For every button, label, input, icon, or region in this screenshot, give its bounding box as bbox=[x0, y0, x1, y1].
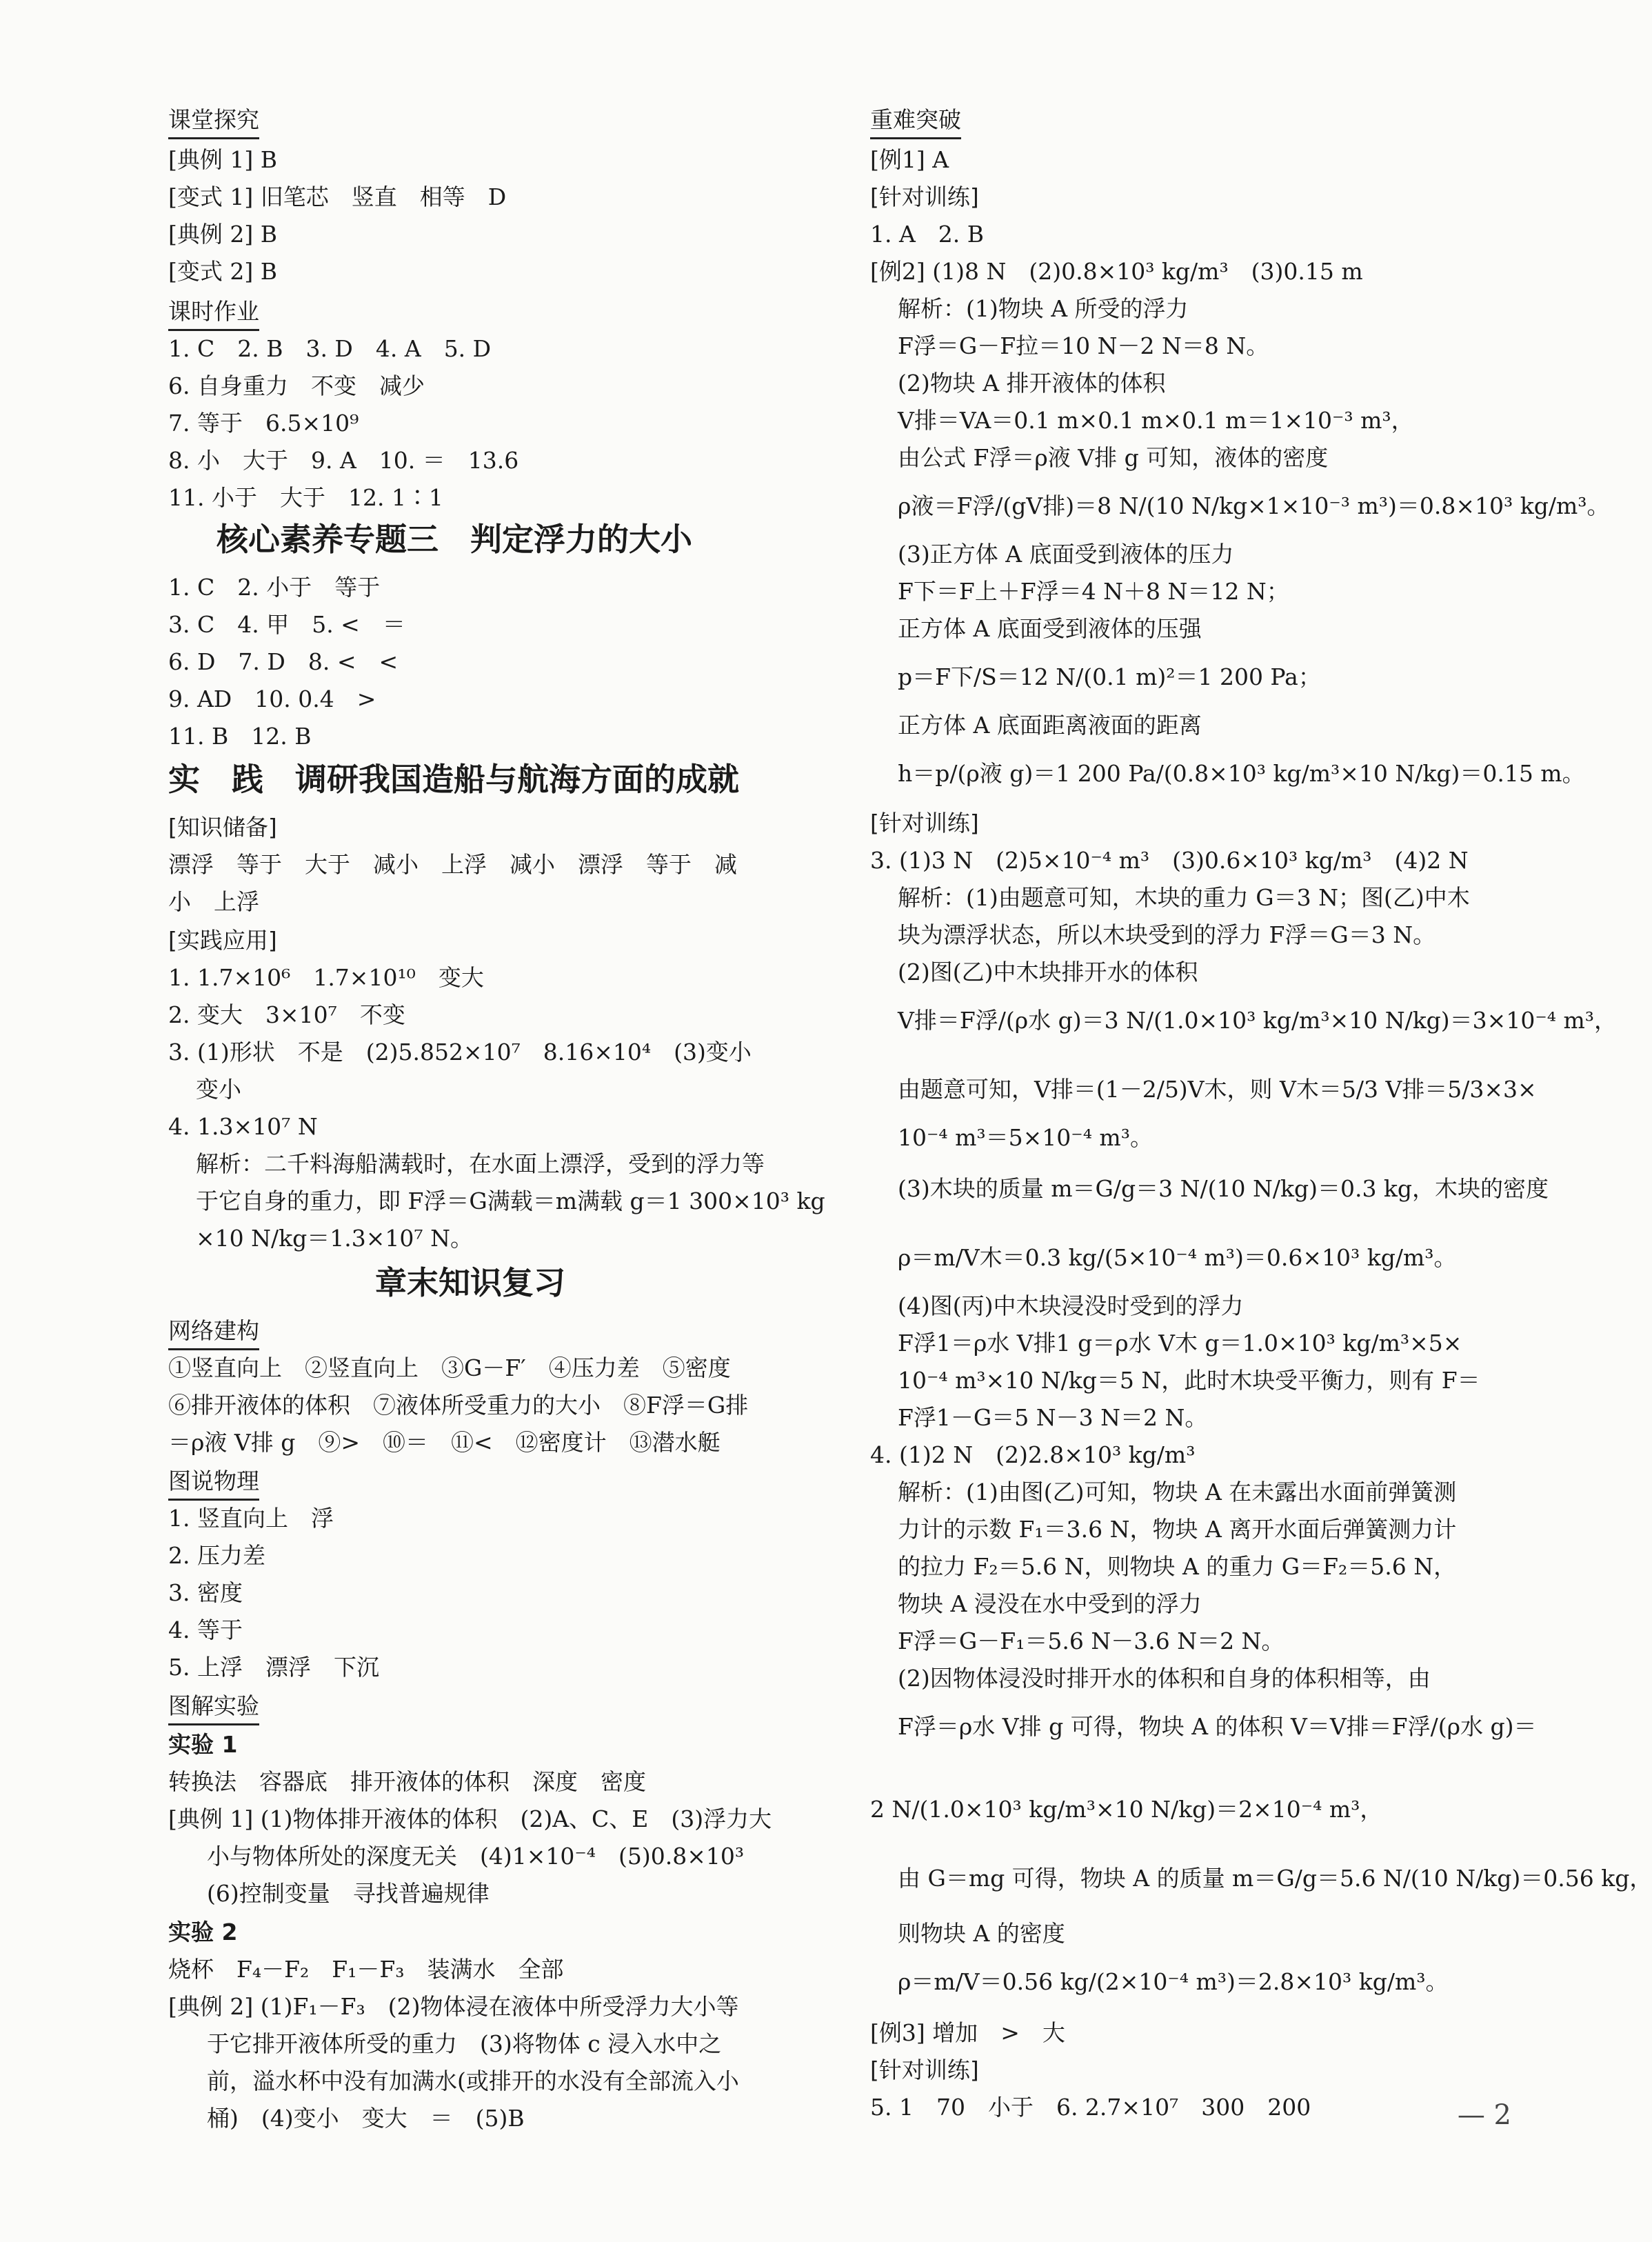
left-line-1: [典例 1] B bbox=[168, 146, 277, 173]
left-line-19: 漂浮 等于 大于 减小 上浮 减小 漂浮 等于 减 bbox=[168, 851, 737, 878]
left-line-30: 章末知识复习 bbox=[375, 1264, 565, 1301]
left-line-26: 4. 1.3×10⁷ N bbox=[168, 1113, 318, 1140]
left-line-46: (6)控制变量 寻找普遍规律 bbox=[207, 1880, 490, 1907]
left-line-22: 1. 1.7×10⁶ 1.7×10¹⁰ 变大 bbox=[168, 964, 484, 991]
left-line-17: 实 践 调研我国造船与航海方面的成就 bbox=[168, 761, 739, 798]
right-line-3: 1. A 2. B bbox=[870, 221, 985, 248]
left-line-8: 7. 等于 6.5×10⁹ bbox=[168, 410, 359, 437]
left-line-13: 3. C 4. 甲 5. < ＝ bbox=[168, 611, 405, 638]
right-line-9: 由公式 F浮＝ρ液 V排 g 可知，液体的密度 bbox=[898, 444, 1329, 471]
right-line-13: 正方体 A 底面受到液体的压强 bbox=[898, 615, 1202, 642]
right-line-38: F浮＝ρ水 V排 g 可得，物块 A 的体积 V＝V排＝F浮/(ρ水 g)＝ bbox=[898, 1713, 1537, 1740]
right-line-25: (3)木块的质量 m＝G/g＝3 N/(10 N/kg)＝0.3 kg，木块的密度 bbox=[898, 1175, 1549, 1202]
right-line-45: 5. 1 70 小于 6. 2.7×10⁷ 300 200 bbox=[870, 2094, 1311, 2121]
right-line-15: 正方体 A 底面距离液面的距离 bbox=[898, 712, 1202, 739]
left-line-51: 前，溢水杯中没有加满水(或排开的水没有全部流入小 bbox=[207, 2068, 739, 2094]
left-line-7: 6. 自身重力 不变 减少 bbox=[168, 372, 425, 399]
right-line-6: F浮＝G－F拉＝10 N－2 N＝8 N。 bbox=[898, 332, 1269, 359]
right-line-18: 3. (1)3 N (2)5×10⁻⁴ m³ (3)0.6×10³ kg/m³ (4)2 N bbox=[870, 847, 1469, 874]
left-line-47: 实验 2 bbox=[168, 1919, 238, 1945]
left-line-33: ⑥排开液体的体积 ⑦液体所受重力的大小 ⑧F浮＝G排 bbox=[168, 1392, 749, 1419]
left-line-45: 小与物体所处的深度无关 (4)1×10⁻⁴ (5)0.8×10³ bbox=[207, 1843, 745, 1870]
left-line-15: 9. AD 10. 0.4 > bbox=[168, 685, 376, 712]
left-line-11: 核心素养专题三 判定浮力的大小 bbox=[216, 521, 692, 558]
left-line-35: 图说物理 bbox=[168, 1465, 259, 1501]
left-line-2: [变式 1] 旧笔芯 竖直 相等 D bbox=[168, 183, 507, 210]
right-line-44: [针对训练] bbox=[870, 2056, 979, 2083]
right-line-0: 重难突破 bbox=[870, 103, 961, 139]
right-line-42: ρ＝m/V＝0.56 kg/(2×10⁻⁴ m³)＝2.8×10³ kg/m³。 bbox=[898, 1968, 1449, 1995]
right-line-30: F浮1－G＝5 N－3 N＝2 N。 bbox=[898, 1404, 1208, 1431]
left-line-42: 实验 1 bbox=[168, 1731, 238, 1758]
right-line-36: F浮＝G－F₁＝5.6 N－3.6 N＝2 N。 bbox=[898, 1628, 1285, 1654]
right-line-27: (4)图(丙)中木块浸没时受到的浮力 bbox=[898, 1292, 1244, 1319]
left-line-0: 课堂探究 bbox=[168, 103, 259, 139]
right-line-12: F下＝F上＋F浮＝4 N＋8 N＝12 N； bbox=[898, 578, 1289, 605]
right-line-10: ρ液＝F浮/(gV排)＝8 N/(10 N/kg×1×10⁻³ m³)＝0.8×10³ kg/m³。 bbox=[898, 492, 1610, 519]
right-line-2: [针对训练] bbox=[870, 183, 979, 210]
left-line-10: 11. 小于 大于 12. 1∶1 bbox=[168, 484, 443, 511]
right-line-22: V排＝F浮/(ρ水 g)＝3 N/(1.0×10³ kg/m³×10 N/kg)＝3×10⁻⁴ m³， bbox=[898, 1007, 1617, 1034]
left-line-25: 变小 bbox=[196, 1076, 241, 1103]
left-line-39: 4. 等于 bbox=[168, 1617, 243, 1643]
right-line-4: [例2] (1)8 N (2)0.8×10³ kg/m³ (3)0.15 m bbox=[870, 258, 1363, 285]
right-line-1: [例1] A bbox=[870, 146, 949, 173]
right-line-37: (2)因物体浸没时排开水的体积和自身的体积相等，由 bbox=[898, 1665, 1431, 1692]
left-line-37: 2. 压力差 bbox=[168, 1542, 265, 1569]
left-line-36: 1. 竖直向上 浮 bbox=[168, 1505, 334, 1532]
left-line-31: 网络建构 bbox=[168, 1314, 259, 1350]
left-line-23: 2. 变大 3×10⁷ 不变 bbox=[168, 1001, 405, 1028]
right-line-41: 则物块 A 的密度 bbox=[898, 1920, 1065, 1947]
right-line-5: 解析：(1)物块 A 所受的浮力 bbox=[898, 295, 1189, 322]
right-line-23: 由题意可知，V排＝(1－2/5)V木，则 V木＝5/3 V排＝5/3×3× bbox=[898, 1076, 1537, 1103]
right-line-7: (2)物块 A 排开液体的体积 bbox=[898, 370, 1166, 397]
right-line-26: ρ＝m/V木＝0.3 kg/(5×10⁻⁴ m³)＝0.6×10³ kg/m³。 bbox=[898, 1244, 1457, 1271]
right-line-17: [针对训练] bbox=[870, 810, 979, 837]
right-line-31: 4. (1)2 N (2)2.8×10³ kg/m³ bbox=[870, 1441, 1196, 1468]
left-line-44: [典例 1] (1)物体排开液体的体积 (2)A、C、E (3)浮力大 bbox=[168, 1805, 772, 1832]
right-line-21: (2)图(乙)中木块排开水的体积 bbox=[898, 959, 1198, 985]
right-line-24: 10⁻⁴ m³＝5×10⁻⁴ m³。 bbox=[898, 1124, 1153, 1151]
left-line-32: ①竖直向上 ②竖直向上 ③G－F′ ④压力差 ⑤密度 bbox=[168, 1354, 731, 1381]
right-line-11: (3)正方体 A 底面受到液体的压力 bbox=[898, 541, 1234, 568]
right-line-28: F浮1＝ρ水 V排1 g＝ρ水 V木 g＝1.0×10³ kg/m³×5× bbox=[898, 1330, 1462, 1357]
right-line-16: h＝p/(ρ液 g)＝1 200 Pa/(0.8×10³ kg/m³×10 N/kg)＝0.15 m。 bbox=[898, 760, 1585, 787]
right-line-34: 的拉力 F₂＝5.6 N，则物块 A 的重力 G＝F₂＝5.6 N， bbox=[898, 1553, 1457, 1580]
right-line-40: 由 G＝mg 可得，物块 A 的质量 m＝G/g＝5.6 N/(10 N/kg)＝0.56 kg， bbox=[898, 1865, 1652, 1892]
left-line-27: 解析：二千料海船满载时，在水面上漂浮，受到的浮力等 bbox=[196, 1150, 765, 1177]
left-line-20: 小 上浮 bbox=[168, 888, 259, 915]
left-line-28: 于它自身的重力，即 F浮＝G满载＝m满载 g＝1 300×10³ kg bbox=[196, 1188, 825, 1214]
right-line-33: 力计的示数 F₁＝3.6 N，物块 A 离开水面后弹簧测力计 bbox=[898, 1516, 1457, 1543]
left-line-6: 1. C 2. B 3. D 4. A 5. D bbox=[168, 335, 492, 362]
right-line-35: 物块 A 浸没在水中受到的浮力 bbox=[898, 1590, 1202, 1617]
right-line-8: V排＝VA＝0.1 m×0.1 m×0.1 m＝1×10⁻³ m³， bbox=[898, 407, 1414, 434]
right-line-32: 解析：(1)由图(乙)可知，物块 A 在未露出水面前弹簧测 bbox=[898, 1479, 1457, 1505]
left-line-3: [典例 2] B bbox=[168, 221, 277, 248]
left-line-14: 6. D 7. D 8. < < bbox=[168, 648, 399, 675]
left-line-16: 11. B 12. B bbox=[168, 723, 312, 750]
left-line-43: 转换法 容器底 排开液体的体积 深度 密度 bbox=[168, 1768, 646, 1795]
right-line-14: p＝F下/S＝12 N/(0.1 m)²＝1 200 Pa； bbox=[898, 663, 1321, 690]
left-line-24: 3. (1)形状 不是 (2)5.852×10⁷ 8.16×10⁴ (3)变小 bbox=[168, 1039, 752, 1065]
left-line-49: [典例 2] (1)F₁－F₃ (2)物体浸在液体中所受浮力大小等 bbox=[168, 1993, 739, 2020]
left-line-21: [实践应用] bbox=[168, 927, 277, 954]
left-line-18: [知识储备] bbox=[168, 814, 277, 841]
page-number: — 2 bbox=[1457, 2099, 1511, 2131]
left-line-48: 烧杯 F₄－F₂ F₁－F₃ 装满水 全部 bbox=[168, 1956, 564, 1983]
left-line-34: ＝ρ液 V排 g ⑨> ⑩＝ ⑪< ⑫密度计 ⑬潜水艇 bbox=[168, 1429, 721, 1456]
left-line-50: 于它排开液体所受的重力 (3)将物体 c 浸入水中之 bbox=[207, 2030, 722, 2057]
right-line-20: 块为漂浮状态，所以木块受到的浮力 F浮＝G＝3 N。 bbox=[898, 921, 1436, 948]
left-line-29: ×10 N/kg＝1.3×10⁷ N。 bbox=[196, 1225, 473, 1252]
left-line-41: 图解实验 bbox=[168, 1690, 259, 1725]
left-line-38: 3. 密度 bbox=[168, 1579, 243, 1606]
left-line-52: 桶) (4)变小 变大 ＝ (5)B bbox=[207, 2105, 525, 2132]
right-line-29: 10⁻⁴ m³×10 N/kg＝5 N，此时木块受平衡力，则有 F＝ bbox=[898, 1367, 1480, 1394]
left-line-4: [变式 2] B bbox=[168, 258, 277, 285]
right-line-39: 2 N/(1.0×10³ kg/m³×10 N/kg)＝2×10⁻⁴ m³， bbox=[870, 1796, 1383, 1823]
right-line-19: 解析：(1)由题意可知，木块的重力 G＝3 N；图(乙)中木 bbox=[898, 884, 1470, 911]
right-line-43: [例3] 增加 > 大 bbox=[870, 2019, 1065, 2046]
left-line-9: 8. 小 大于 9. A 10. ＝ 13.6 bbox=[168, 447, 519, 474]
left-line-5: 课时作业 bbox=[168, 295, 259, 331]
left-line-12: 1. C 2. 小于 等于 bbox=[168, 574, 381, 601]
left-line-40: 5. 上浮 漂浮 下沉 bbox=[168, 1654, 379, 1681]
